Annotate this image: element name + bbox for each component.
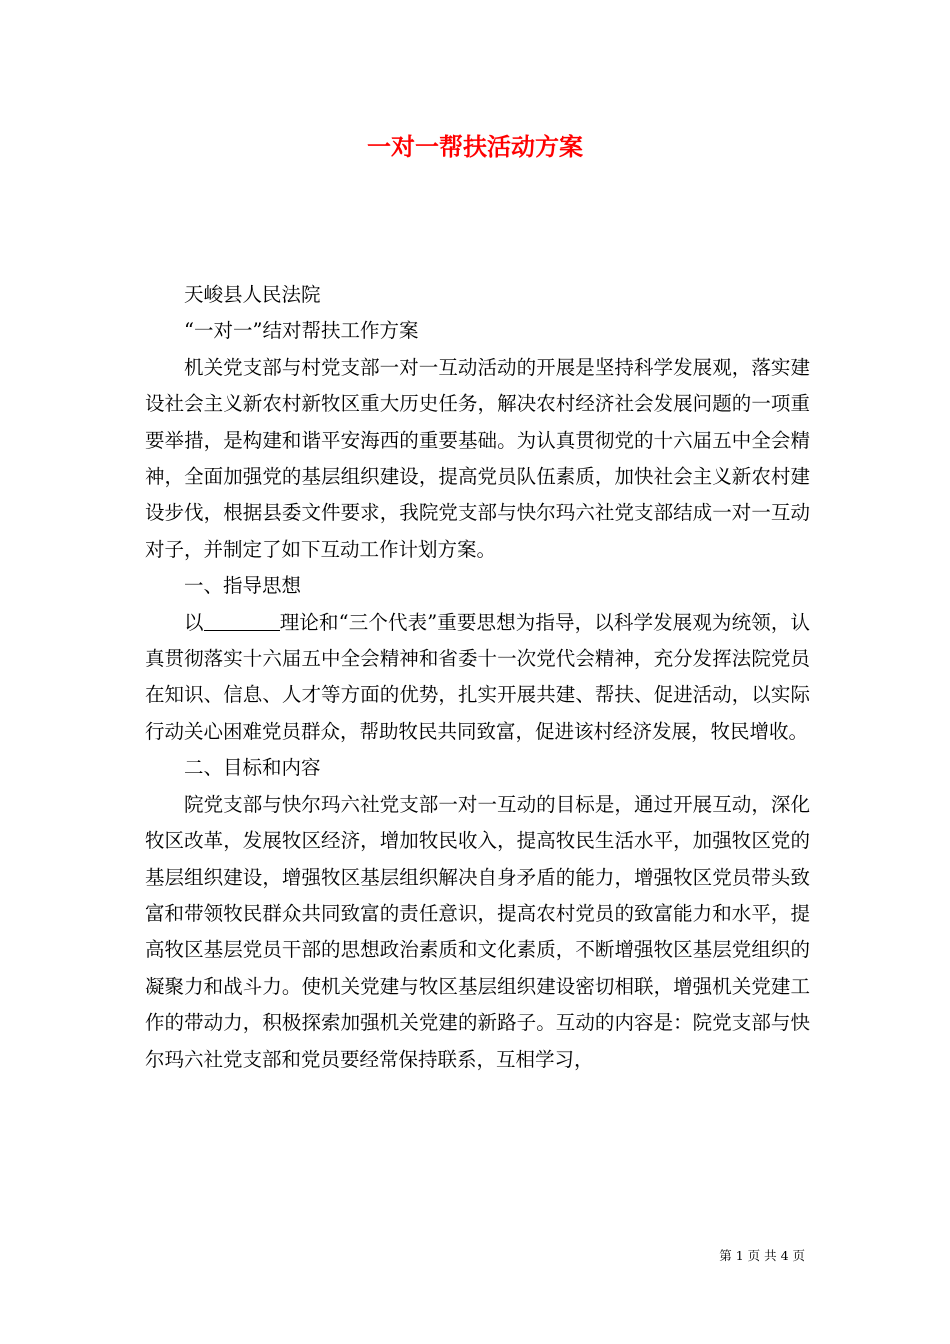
page-footer: 第 1 页 共 4 页 xyxy=(719,1248,805,1263)
document-body xyxy=(145,277,810,1078)
intro-paragraph: 机关党支部与村党支部一对一互动活动的开展是坚持科学发展观，落实建设社会主义新农村新牧区重大历史任务，解决农村经济社会发展问题的一项重要举措，是构建和谐平安海西的重要基础。为认真贯彻党的十六届五中全会精神，全面加强党的基层组织建设，提高党员队伍素质，加快社会主义新农村建设步伐，根据县委文件要求，我院党支部与快尔玛六社党支部结成一对一互动对子，并制定了如下互动工作计划方案。 xyxy=(145,355,810,561)
guiding-ideology-lead: 以 xyxy=(184,610,204,634)
goals-paragraph: 院党支部与快尔玛六社党支部一对一互动的目标是，通过开展互动，深化牧区改革，发展牧区经济，增加牧民收入，提高牧民生活水平，加强牧区党的基层组织建设，增强牧区基层组织解决自身矛盾的能力，增强牧区党员带头致富和带领牧民群众共同致富的责任意识，提高农村党员的致富能力和水平，提高牧区基层党员干部的思想政治素质和文化素质，不断增强牧区基层党组织的凝聚力和战斗力。使机关党建与牧区基层组织建设密切相联，增强机关党建工作的带动力，积极探索加强机关党建的新路子。互动的内容是：院党支部与快尔玛六社党支部和党员要经常保持联系，互相学习， xyxy=(145,792,810,1071)
org-name: 天峻县人民法院 xyxy=(184,283,321,306)
document-subtitle: “一对一”结对帮扶工作方案 xyxy=(184,319,419,343)
section-heading-guiding-ideology: 一、指导思想 xyxy=(184,574,302,598)
section-heading-goals: 二、目标和内容 xyxy=(184,756,321,780)
page-title: 一对一帮扶活动方案 xyxy=(367,132,583,161)
fill-in-blank xyxy=(204,610,280,631)
guiding-ideology-paragraph xyxy=(145,605,810,751)
guiding-ideology-text: 理论和“三个代表”重要思想为指导，以科学发展观为统领，认真贯彻落实十六届五中全会精神和省委十一次党代会精神，充分发挥法院党员在知识、信息、人才等方面的优势，扎实开展共建、帮扶、促进活动，以实际行动关心困难党员群众，帮助牧民共同致富，促进该村经济发展，牧民增收。 xyxy=(145,610,810,743)
